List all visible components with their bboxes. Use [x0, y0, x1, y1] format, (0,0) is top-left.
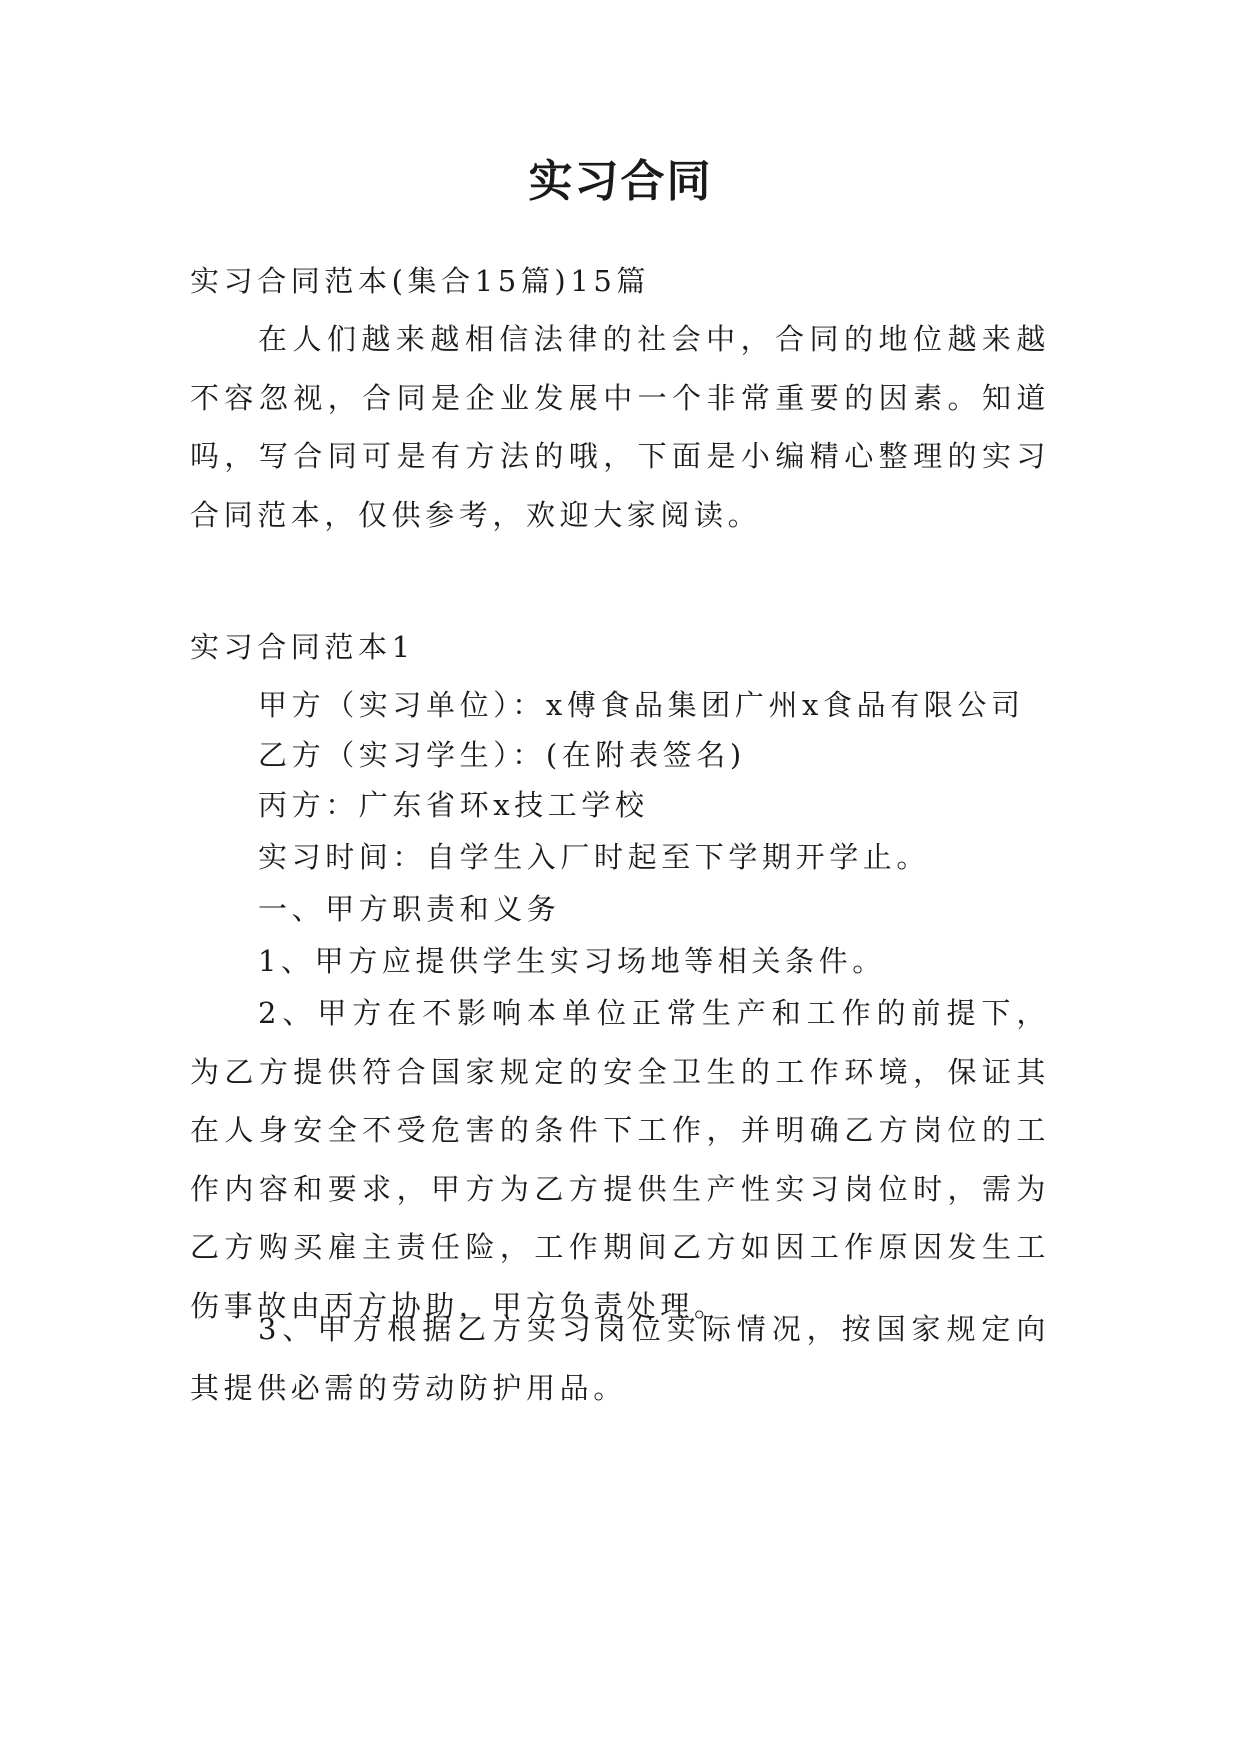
party-c: 丙方：广东省环x技工学校 — [258, 788, 649, 822]
party-b: 乙方（实习学生）：(在附表签名) — [258, 738, 746, 772]
clause-2: 2、甲方在不影响本单位正常生产和工作的前提下，为乙方提供符合国家规定的安全卫生的工作环境，保证其在人身安全不受危害的条件下工作，并明确乙方岗位的工作内容和要求，甲方为乙方提供生产性实习岗位时，需为乙方购买雇主责任险，工作期间乙方如因工作原因发生工伤事故由丙方协助，甲方负责处理。 — [190, 996, 1050, 1323]
section-heading-1: 一、甲方职责和义务 — [258, 892, 561, 926]
clause-3: 3、甲方根据乙方实习岗位实际情况，按国家规定向其提供必需的劳动防护用品。 — [190, 1312, 1050, 1405]
internship-period: 实习时间：自学生入厂时起至下学期开学止。 — [258, 840, 931, 874]
party-a: 甲方（实习单位）：x傅食品集团广州x食品有限公司 — [258, 688, 1025, 722]
clause-1: 1、甲方应提供学生实习场地等相关条件。 — [258, 944, 886, 978]
document-subtitle: 实习合同范本(集合15篇)15篇 — [190, 264, 651, 298]
document-title: 实习合同 — [528, 156, 713, 207]
intro-paragraph: 在人们越来越相信法律的社会中，合同的地位越来越不容忽视，合同是企业发展中一个非常重要的因素。知道吗，写合同可是有方法的哦，下面是小编精心整理的实习合同范本，仅供参考，欢迎大家阅读。 — [190, 322, 1050, 532]
section-title: 实习合同范本1 — [190, 630, 415, 664]
